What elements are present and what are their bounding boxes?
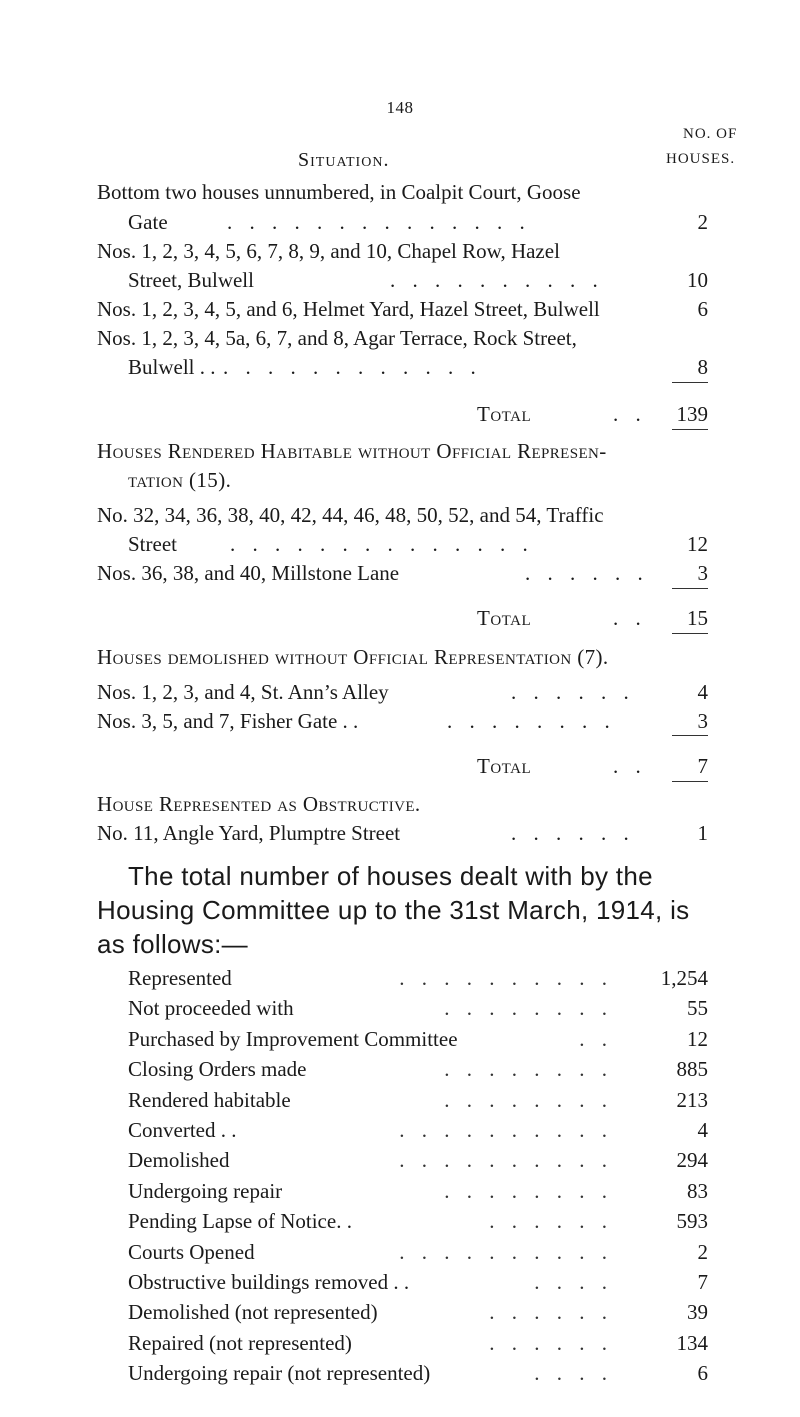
summary-row-value: 6: [697, 1361, 708, 1386]
section1-item-1-line2: Gate . . . . . . . . . . . . . .: [128, 210, 531, 234]
section2-item-1-line1: No. 32, 34, 36, 38, 40, 42, 44, 46, 48, 50, 52, and 54, Traffic: [97, 503, 604, 527]
section2-item-2-value: 3: [697, 561, 708, 585]
summary-row-leader: . . . . . . . .: [444, 1178, 613, 1203]
summary-row: [128, 1211, 708, 1232]
summary-intro-line1: The total number of houses dealt with by the: [128, 861, 653, 891]
section3-item-1-value: 4: [697, 680, 708, 704]
summary-row-label: Converted . .: [128, 1118, 237, 1142]
summary-row-label: Undergoing repair (not represented): [128, 1361, 431, 1386]
section2-total-rule: [672, 588, 708, 589]
summary-row: [128, 968, 708, 989]
section3-heading: Houses demolished without Official Representation (7).: [97, 645, 609, 669]
summary-row: [128, 1239, 708, 1264]
summary-row-label: Repaired (not represented): [128, 1330, 352, 1355]
summary-row-leader: . . . . . . . .: [444, 1057, 613, 1082]
summary-row: [128, 1302, 708, 1323]
summary-row-label: Demolished: [128, 1148, 230, 1173]
summary-row-label: Represented: [128, 966, 232, 990]
section1-total-value: 139: [676, 402, 708, 426]
section3-item-1: Nos. 1, 2, 3, and 4, St. Ann’s Alley . . . . . .: [97, 680, 635, 704]
summary-row: [128, 1087, 708, 1112]
summary-row-label: Purchased by Improvement Committee: [128, 1026, 458, 1051]
section1-item-2-value: 10: [687, 268, 708, 292]
section4-heading: House Represented as Obstructive.: [97, 792, 421, 816]
section3-item-2-value: 3: [697, 709, 708, 733]
summary-row-leader: . . . . . .: [489, 1209, 613, 1234]
page-number: 148: [386, 98, 414, 117]
summary-row-value: 134: [676, 1330, 708, 1355]
summary-row-leader: . .: [579, 1026, 613, 1051]
column-header-houses: HOUSES.: [666, 151, 736, 167]
summary-row-value: 885: [676, 1057, 708, 1082]
section2-item-1-value: 12: [687, 532, 708, 556]
section1-item-4-value: 8: [697, 355, 708, 379]
summary-row-label: Closing Orders made: [128, 1057, 307, 1082]
section1-item-2-line1: Nos. 1, 2, 3, 4, 5, 6, 7, 8, 9, and 10, Chapel Row, Hazel: [97, 239, 560, 263]
section1-item-1-value: 2: [697, 210, 708, 234]
section1-total-underline: [672, 429, 708, 430]
summary-row-value: 55: [687, 996, 708, 1021]
section1-item-3-line1: Nos. 1, 2, 3, 4, 5, and 6, Helmet Yard, Hazel Street, Bulwell: [97, 297, 600, 321]
section1-total: Total . .: [477, 402, 647, 426]
section3-item-2: Nos. 3, 5, and 7, Fisher Gate . . . . . . . . . .: [97, 709, 616, 733]
summary-row-leader: . . . . . .: [489, 1300, 613, 1325]
summary-row: [128, 1120, 708, 1141]
section3-total-value: 7: [697, 754, 708, 778]
section4-item-1-value: 1: [697, 821, 708, 845]
summary-row-value: 83: [687, 1178, 708, 1203]
section3-total: Total . .: [477, 754, 647, 778]
summary-row-label: Obstructive buildings removed . .: [128, 1270, 410, 1294]
section1-total-rule: [672, 382, 708, 383]
summary-row-leader: . . . . . . . . . .: [399, 1118, 613, 1142]
summary-row: [128, 998, 708, 1019]
summary-row-value: 39: [687, 1300, 708, 1325]
section1-item-4-line2: Bulwell . . . . . . . . . . . . . .: [128, 355, 482, 379]
summary-row-value: 4: [697, 1118, 708, 1142]
summary-row-leader: . . . .: [534, 1361, 613, 1386]
section3-total-underline: [672, 781, 708, 782]
section1-item-3-value: 6: [697, 297, 708, 321]
section3-total-rule: [672, 735, 708, 736]
summary-row-value: 213: [676, 1087, 708, 1112]
section2-item-2-line1: Nos. 36, 38, and 40, Millstone Lane . . . . . .: [97, 561, 649, 585]
summary-row-label: Rendered habitable: [128, 1087, 291, 1112]
summary-row-label: Not proceeded with: [128, 996, 294, 1021]
summary-row-leader: . . . . . . . . . .: [399, 1148, 613, 1173]
section2-heading-line2: tation (15).: [128, 468, 232, 492]
summary-row: [128, 1272, 708, 1293]
summary-row: [128, 1026, 708, 1051]
summary-row-leader: . . . .: [534, 1270, 613, 1294]
section2-heading-line1: Houses Rendered Habitable without Official Represen-: [97, 439, 607, 463]
section2-total-value: 15: [687, 606, 708, 630]
section2-item-1-line2: Street . . . . . . . . . . . . . .: [128, 532, 534, 556]
column-header-situation: Situation.: [298, 149, 390, 171]
summary-row-label: Pending Lapse of Notice. .: [128, 1209, 352, 1234]
summary-row: [128, 1059, 708, 1080]
summary-row-leader: . . . . . . . .: [444, 1087, 613, 1112]
summary-row-leader: . . . . . .: [489, 1330, 613, 1355]
summary-row-label: Undergoing repair: [128, 1178, 283, 1203]
section1-item-1-line1: Bottom two houses unnumbered, in Coalpit Court, Goose: [97, 180, 581, 204]
section1-item-4-line1: Nos. 1, 2, 3, 4, 5a, 6, 7, and 8, Agar Terrace, Rock Street,: [97, 326, 577, 350]
summary-row: [128, 1330, 708, 1355]
section4-item-1: No. 11, Angle Yard, Plumptre Street . . . . . .: [97, 821, 635, 845]
summary-row-label: Demolished (not represented): [128, 1300, 378, 1325]
section2-total: Total . .: [477, 606, 647, 630]
column-header-no-of: NO. OF: [683, 126, 738, 142]
summary-row-value: 593: [676, 1209, 708, 1234]
summary-intro-line3: as follows:—: [97, 929, 248, 959]
section2-total-underline: [672, 633, 708, 634]
summary-row-leader: . . . . . . . .: [444, 996, 613, 1021]
summary-row: [128, 1363, 708, 1384]
summary-row-value: 1,254: [660, 966, 708, 990]
summary-row-value: 12: [687, 1026, 708, 1051]
summary-row-value: 294: [676, 1148, 708, 1173]
summary-row-value: 2: [697, 1239, 708, 1264]
summary-row-value: 7: [697, 1270, 708, 1294]
summary-row: [128, 1150, 708, 1171]
section1-item-2-line2: Street, Bulwell . . . . . . . . . .: [128, 268, 604, 292]
summary-row-label: Courts Opened: [128, 1239, 255, 1264]
summary-intro-line2: Housing Committee up to the 31st March, 1914, is: [97, 895, 690, 925]
summary-row-leader: . . . . . . . . . .: [399, 966, 613, 990]
summary-row: [128, 1178, 708, 1203]
summary-row-leader: . . . . . . . . . .: [399, 1239, 613, 1264]
